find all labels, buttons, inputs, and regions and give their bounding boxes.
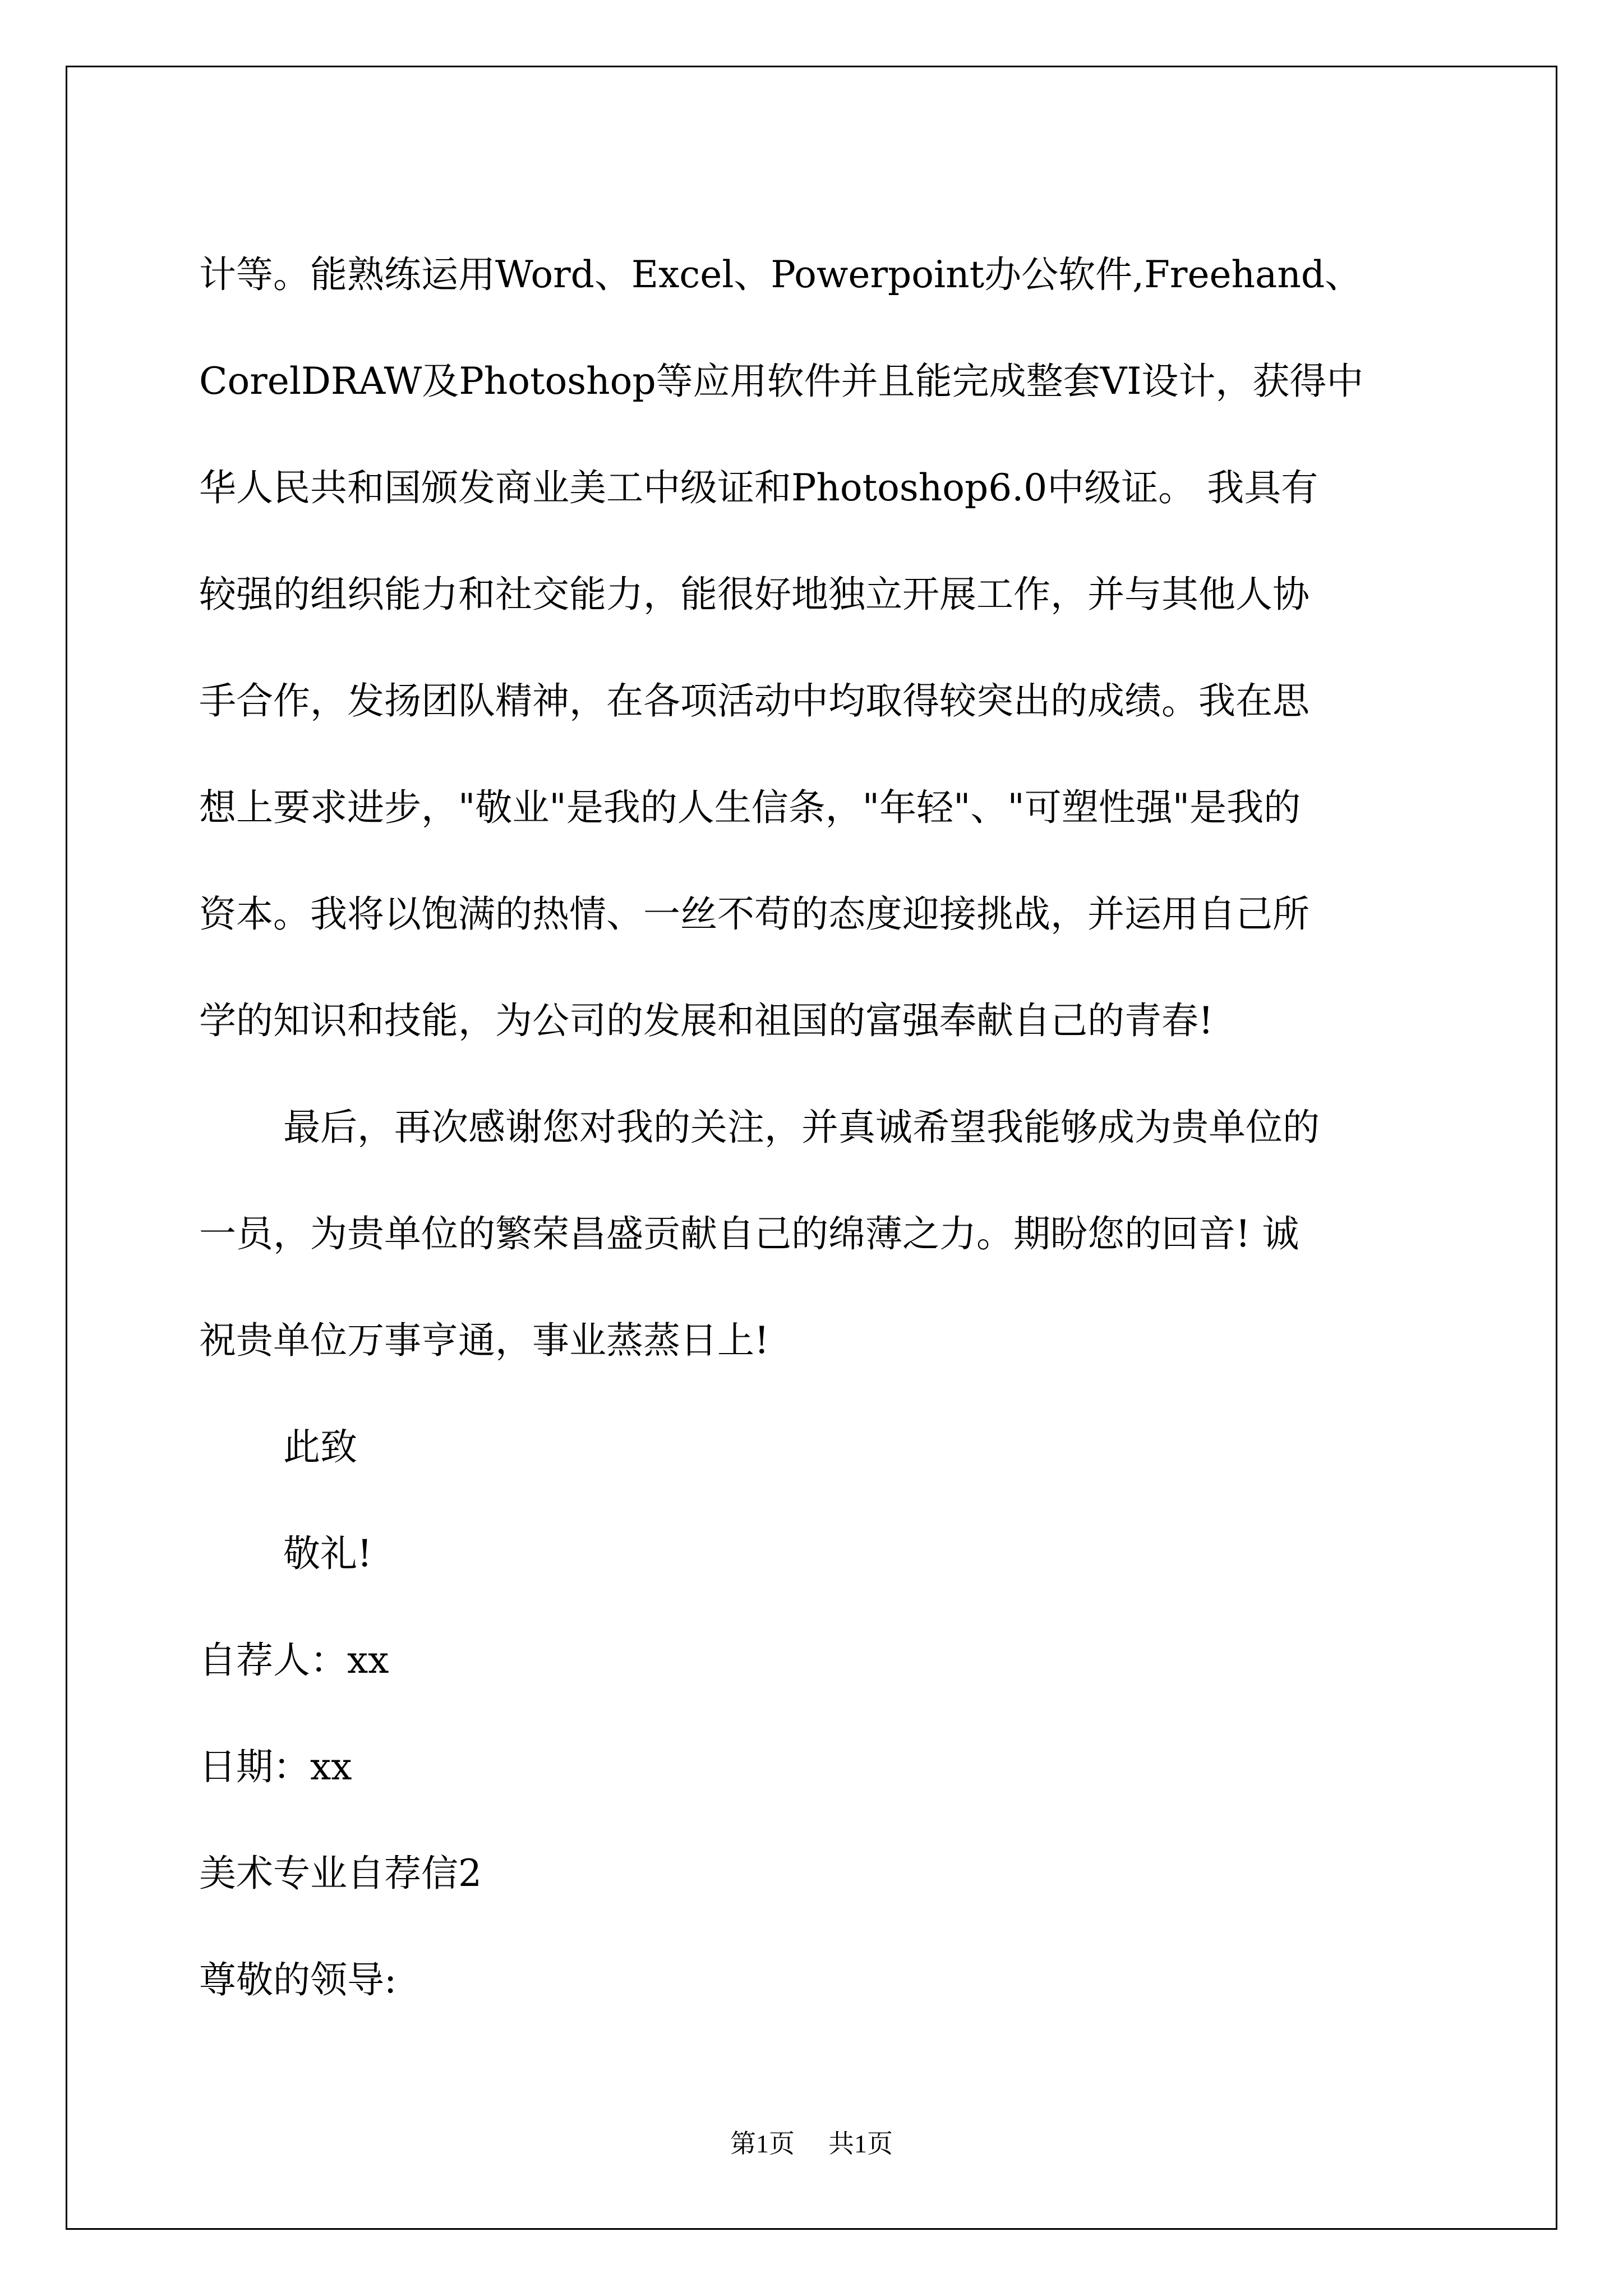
text-line: 较强的组织能力和社交能力，能很好地独立开展工作，并与其他人协 — [199, 573, 1310, 616]
text-line: CorelDRAW及Photoshop等应用软件并且能完成整套VI设计，获得中 — [199, 360, 1364, 403]
signer-line: 自荐人：xx — [199, 1639, 389, 1682]
text-line: 华人民共和国颁发商业美工中级证和Photoshop6.0中级证。 我具有 — [199, 466, 1318, 509]
text-line: 计等。能熟练运用Word、Excel、Powerpoint办公软件,Freehand、 — [199, 253, 1362, 296]
text-line: 学的知识和技能，为公司的发展和祖国的富强奉献自己的青春! — [199, 999, 1214, 1042]
document-body — [199, 222, 1433, 2033]
text-line: 资本。我将以饱满的热情、一丝不苟的态度迎接挑战，并运用自己所 — [199, 892, 1310, 936]
text-line: 手合作，发扬团队精神，在各项活动中均取得较突出的成绩。我在思 — [199, 679, 1310, 723]
text-line: 一员，为贵单位的繁荣昌盛贡献自己的绵薄之力。期盼您的回音! 诚 — [199, 1212, 1299, 1255]
paragraph-closing-thanks — [199, 1074, 1433, 1394]
salutation-line: 尊敬的领导: — [199, 1958, 397, 2001]
next-letter-title: 美术专业自荐信2 — [199, 1852, 482, 1895]
page-footer — [0, 2123, 1623, 2160]
closing-salute: 敬礼! — [283, 1532, 372, 1575]
paragraph-qualifications — [199, 222, 1433, 1074]
date-line: 日期：xx — [199, 1745, 352, 1788]
text-line: 祝贵单位万事亨通，事业蒸蒸日上! — [199, 1319, 769, 1362]
page-total: 共1页 — [828, 2129, 893, 2158]
page-number: 第1页 — [730, 2129, 795, 2158]
text-line: 最后，再次感谢您对我的关注，并真诚希望我能够成为贵单位的 — [283, 1106, 1320, 1149]
text-line: 想上要求进步，"敬业"是我的人生信条，"年轻"、"可塑性强"是我的 — [199, 786, 1301, 829]
closing-greeting: 此致 — [283, 1425, 357, 1469]
